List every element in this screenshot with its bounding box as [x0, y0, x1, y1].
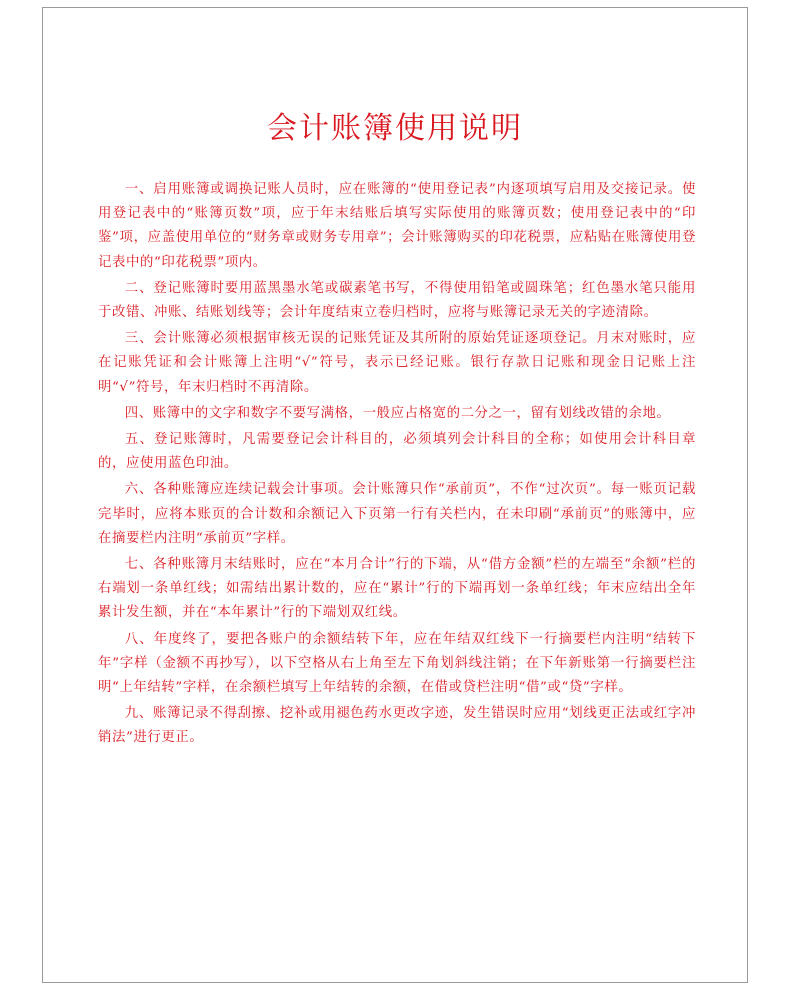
paragraph-5: 五、登记账簿时，凡需要登记会计科目的，必须填列会计科目的全称；如使用会计科目章的，应使用蓝色印油。: [98, 432, 696, 472]
document-title: 会计账簿使用说明: [267, 111, 523, 146]
paragraph-3: 三、会计账簿必须根据审核无误的记账凭证及其所附的原始凭证逐项登记。月末对账时，应在记账凭证和会计账簿上注明“√”符号，表示已经记账。银行存款日记账和现金日记账上注明“√”符号，年末归档时不再清除。: [98, 331, 696, 395]
paragraph-8: 八、年度终了，要把各账户的余额结转下年，应在年结双红线下一行摘要栏内注明“结转下年”字样（金额不再抄写），以下空格从右上角至左下角划斜线注销；在下年新账第一行摘要栏注明“上年结转”字样，在余额栏填写上年结转的余额，在借或贷栏注明“借”或“贷”字样。: [98, 631, 696, 696]
paragraph-4: 四、账簿中的文字和数字不要写满格，一般应占格宽的二分之一，留有划线改错的余地。: [124, 405, 671, 421]
paragraph-2: 二、登记账簿时要用蓝黑墨水笔或碳素笔书写，不得使用铅笔或圆珠笔；红色墨水笔只能用于改错、冲账、结账划线等；会计年度结束立卷归档时，应将与账簿记录无关的字迹清除。: [98, 280, 696, 321]
paragraph-9: 九、账簿记录不得刮擦、挖补或用褪色药水更改字迹，发生错误时应用“划线更正法或红字冲销法”进行更正。: [98, 706, 696, 746]
document-page: [42, 7, 748, 983]
paragraph-1: 一、启用账簿或调换记账人员时，应在账簿的“使用登记表”内逐项填写启用及交接记录。使用登记表中的“账簿页数”项，应于年末结账后填写实际使用的账簿页数；使用登记表中的“印鉴”项，应盖使用单位的“财务章或财务专用章”；会计账簿购买的印花税票，应粘贴在账簿使用登记表中的“印花税票”项内。: [98, 182, 696, 270]
document-body: [98, 178, 696, 753]
paragraph-7: 七、各种账簿月末结账时，应在“本月合计”行的下端，从“借方金额”栏的左端至“余额”栏的右端划一条单红线；如需结出累计数的，应在“累计”行的下端再划一条单红线；年末应结出全年累计发生额，并在“本年累计”行的下端划双红线。: [98, 557, 696, 621]
paragraph-6: 六、各种账簿应连续记载会计事项。会计账簿只作“承前页”，不作“过次页”。每一账页记载完毕时，应将本账页的合计数和余额记入下页第一行有关栏内，在未印刷“承前页”的账簿中，应在摘要栏内注明“承前页”字样。: [98, 482, 696, 546]
